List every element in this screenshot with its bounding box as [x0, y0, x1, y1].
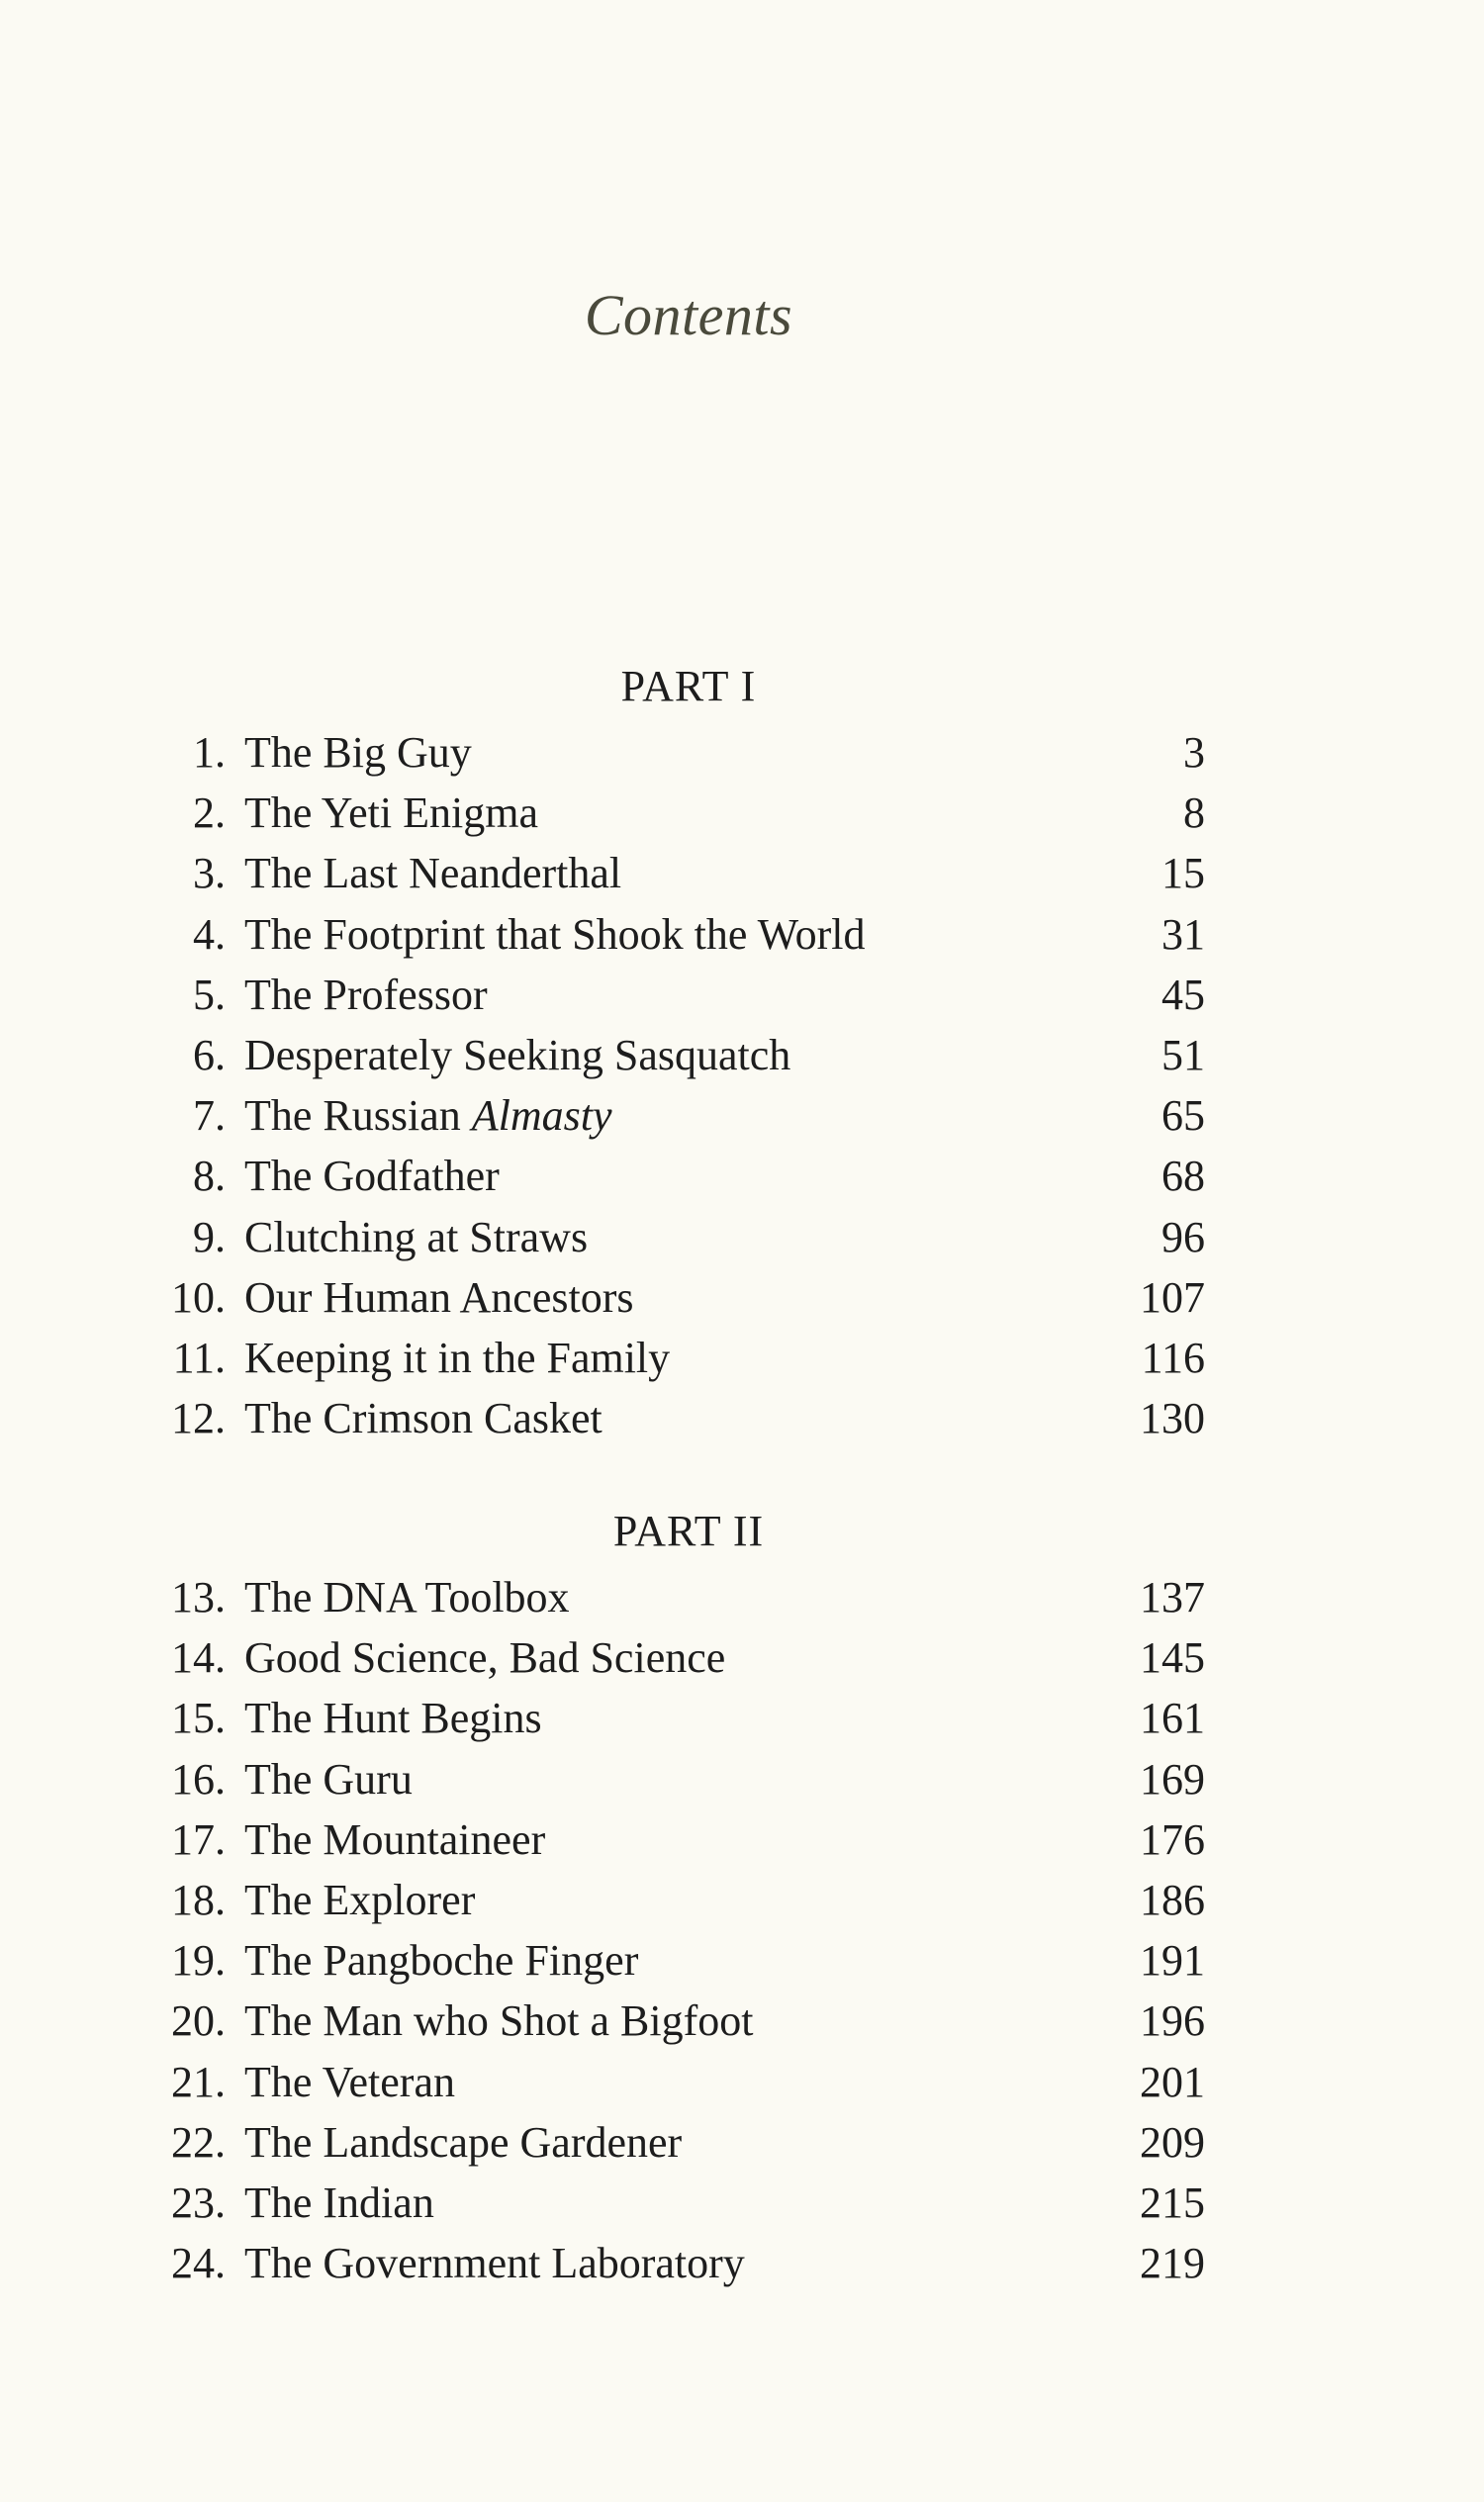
chapter-title-text: Keeping it in the Family [244, 1333, 671, 1382]
chapter-title [244, 1567, 570, 1627]
chapter-title [244, 1085, 612, 1146]
page-number: 15 [1161, 849, 1205, 898]
toc-entry[interactable] [0, 1085, 1484, 1146]
chapter-number: 17. [171, 1814, 226, 1864]
chapter-title-text: The Guru [244, 1754, 413, 1804]
page-number: 201 [1140, 2057, 1205, 2106]
chapter-number: 4. [193, 909, 226, 959]
chapter-title-text: The Government Laboratory [244, 2239, 745, 2288]
toc-entry[interactable] [0, 2052, 1484, 2112]
page-number: 116 [1141, 1333, 1205, 1382]
toc-entry[interactable] [0, 1991, 1484, 2051]
part-heading: PART II [612, 1507, 765, 1555]
toc-list [0, 1567, 1484, 2293]
chapter-title [244, 904, 866, 965]
toc-list [0, 722, 1484, 1448]
chapter-title-text: The Indian [244, 2178, 434, 2227]
toc-entry[interactable] [0, 1627, 1484, 1688]
page-number: 215 [1140, 2178, 1205, 2227]
toc-entry[interactable] [0, 1870, 1484, 1930]
chapter-title-text: The Last Neanderthal [244, 849, 622, 898]
chapter-title [244, 1809, 545, 1870]
page-number: 209 [1140, 2117, 1205, 2167]
chapter-title-text: Good Science, Bad Science [244, 1633, 726, 1683]
page-number: 186 [1140, 1875, 1205, 1924]
toc-entry[interactable] [0, 1388, 1484, 1448]
chapter-title [244, 1749, 413, 1809]
page-number: 161 [1140, 1694, 1205, 1743]
chapter-title-text: Desperately Seeking Sasquatch [244, 1030, 791, 1079]
toc-entry[interactable] [0, 1567, 1484, 1627]
chapter-number: 16. [171, 1754, 226, 1804]
chapter-title [244, 1930, 638, 1991]
chapter-number: 12. [171, 1394, 226, 1443]
chapter-title [244, 1627, 725, 1688]
chapter-title-text: The Crimson Casket [244, 1394, 603, 1443]
page-number: 65 [1161, 1091, 1205, 1141]
chapter-title [244, 1207, 588, 1267]
page-number: 145 [1140, 1633, 1205, 1683]
page-number: 51 [1161, 1030, 1205, 1079]
toc-entry[interactable] [0, 2173, 1484, 2233]
chapter-number: 14. [171, 1633, 226, 1683]
toc-entry[interactable] [0, 843, 1484, 903]
chapter-number: 5. [193, 970, 226, 1019]
toc-entry[interactable] [0, 1688, 1484, 1748]
page-number: 219 [1140, 2239, 1205, 2288]
chapter-number: 6. [193, 1030, 226, 1079]
chapter-title-italic: Almasty [471, 1091, 612, 1141]
page-number: 3 [1183, 728, 1205, 777]
page-number: 191 [1140, 1936, 1205, 1986]
chapter-number: 7. [193, 1091, 226, 1141]
toc-entry[interactable] [0, 722, 1484, 783]
toc-entry[interactable] [0, 1930, 1484, 1991]
chapter-title-text: The Footprint that Shook the World [244, 909, 866, 959]
chapter-number: 11. [172, 1333, 226, 1382]
chapter-title-text: The Big Guy [244, 728, 472, 777]
toc-entry[interactable] [0, 1809, 1484, 1870]
chapter-title [244, 1146, 500, 1206]
chapter-title [244, 1267, 634, 1328]
page-number: 8 [1183, 788, 1205, 838]
chapter-number: 13. [171, 1573, 226, 1622]
chapter-title [244, 2233, 745, 2293]
chapter-title [244, 1025, 790, 1085]
chapter-number: 22. [171, 2117, 226, 2167]
page-number: 176 [1140, 1814, 1205, 1864]
chapter-number: 15. [171, 1694, 226, 1743]
chapter-title [244, 783, 538, 843]
toc-entry[interactable] [0, 1749, 1484, 1809]
page-title: Contents [584, 283, 793, 347]
chapter-title [244, 2173, 434, 2233]
page-number: 137 [1140, 1573, 1205, 1622]
chapter-title-text: The Landscape Gardener [244, 2117, 683, 2167]
chapter-title-text: The Veteran [244, 2057, 455, 2106]
chapter-title-text: Clutching at Straws [244, 1212, 589, 1261]
chapter-title-text: The Russian [244, 1091, 472, 1141]
chapter-title-text: Our Human Ancestors [244, 1272, 634, 1322]
chapter-title-text: The Hunt Begins [244, 1694, 542, 1743]
chapter-title-text: The Man who Shot a Bigfoot [244, 1996, 754, 2046]
chapter-number: 2. [193, 788, 226, 838]
chapter-title [244, 843, 621, 903]
toc-entry[interactable] [0, 1146, 1484, 1206]
toc-entry[interactable] [0, 783, 1484, 843]
page-number: 45 [1161, 970, 1205, 1019]
chapter-title [244, 1688, 542, 1748]
chapter-number: 24. [171, 2239, 226, 2288]
chapter-title-text: The Professor [244, 970, 488, 1019]
chapter-number: 21. [171, 2057, 226, 2106]
chapter-number: 19. [171, 1936, 226, 1986]
chapter-title [244, 1388, 603, 1448]
chapter-number: 10. [171, 1272, 226, 1322]
toc-entry[interactable] [0, 904, 1484, 965]
chapter-number: 1. [193, 728, 226, 777]
toc-entry[interactable] [0, 1328, 1484, 1388]
page-number: 169 [1140, 1754, 1205, 1804]
toc-entry[interactable] [0, 1267, 1484, 1328]
page-number: 130 [1140, 1394, 1205, 1443]
chapter-number: 23. [171, 2178, 226, 2227]
page-number: 68 [1161, 1152, 1205, 1201]
chapter-title-text: The DNA Toolbox [244, 1573, 570, 1622]
chapter-title-text: The Pangboche Finger [244, 1936, 639, 1986]
chapter-number: 9. [193, 1212, 226, 1261]
chapter-number: 18. [171, 1875, 226, 1924]
toc-entry[interactable] [0, 1025, 1484, 1085]
chapter-title [244, 965, 488, 1025]
chapter-title [244, 1870, 475, 1930]
toc-entry[interactable] [0, 2233, 1484, 2293]
chapter-title-text: The Mountaineer [244, 1814, 546, 1864]
toc-entry[interactable] [0, 965, 1484, 1025]
chapter-title-text: The Explorer [244, 1875, 476, 1924]
chapter-number: 3. [193, 849, 226, 898]
toc-entry[interactable] [0, 2112, 1484, 2173]
part-heading: PART I [620, 662, 757, 710]
chapter-number: 20. [171, 1996, 226, 2046]
chapter-title [244, 1991, 754, 2051]
page-number: 196 [1140, 1996, 1205, 2046]
page-number: 96 [1161, 1212, 1205, 1261]
chapter-number: 8. [193, 1152, 226, 1201]
chapter-title [244, 2112, 682, 2173]
chapter-title [244, 722, 472, 783]
page-number: 31 [1161, 909, 1205, 959]
chapter-title-text: The Yeti Enigma [244, 788, 538, 838]
chapter-title-text: The Godfather [244, 1152, 500, 1201]
chapter-title [244, 1328, 670, 1388]
page-number: 107 [1140, 1272, 1205, 1322]
toc-entry[interactable] [0, 1207, 1484, 1267]
chapter-title [244, 2052, 455, 2112]
